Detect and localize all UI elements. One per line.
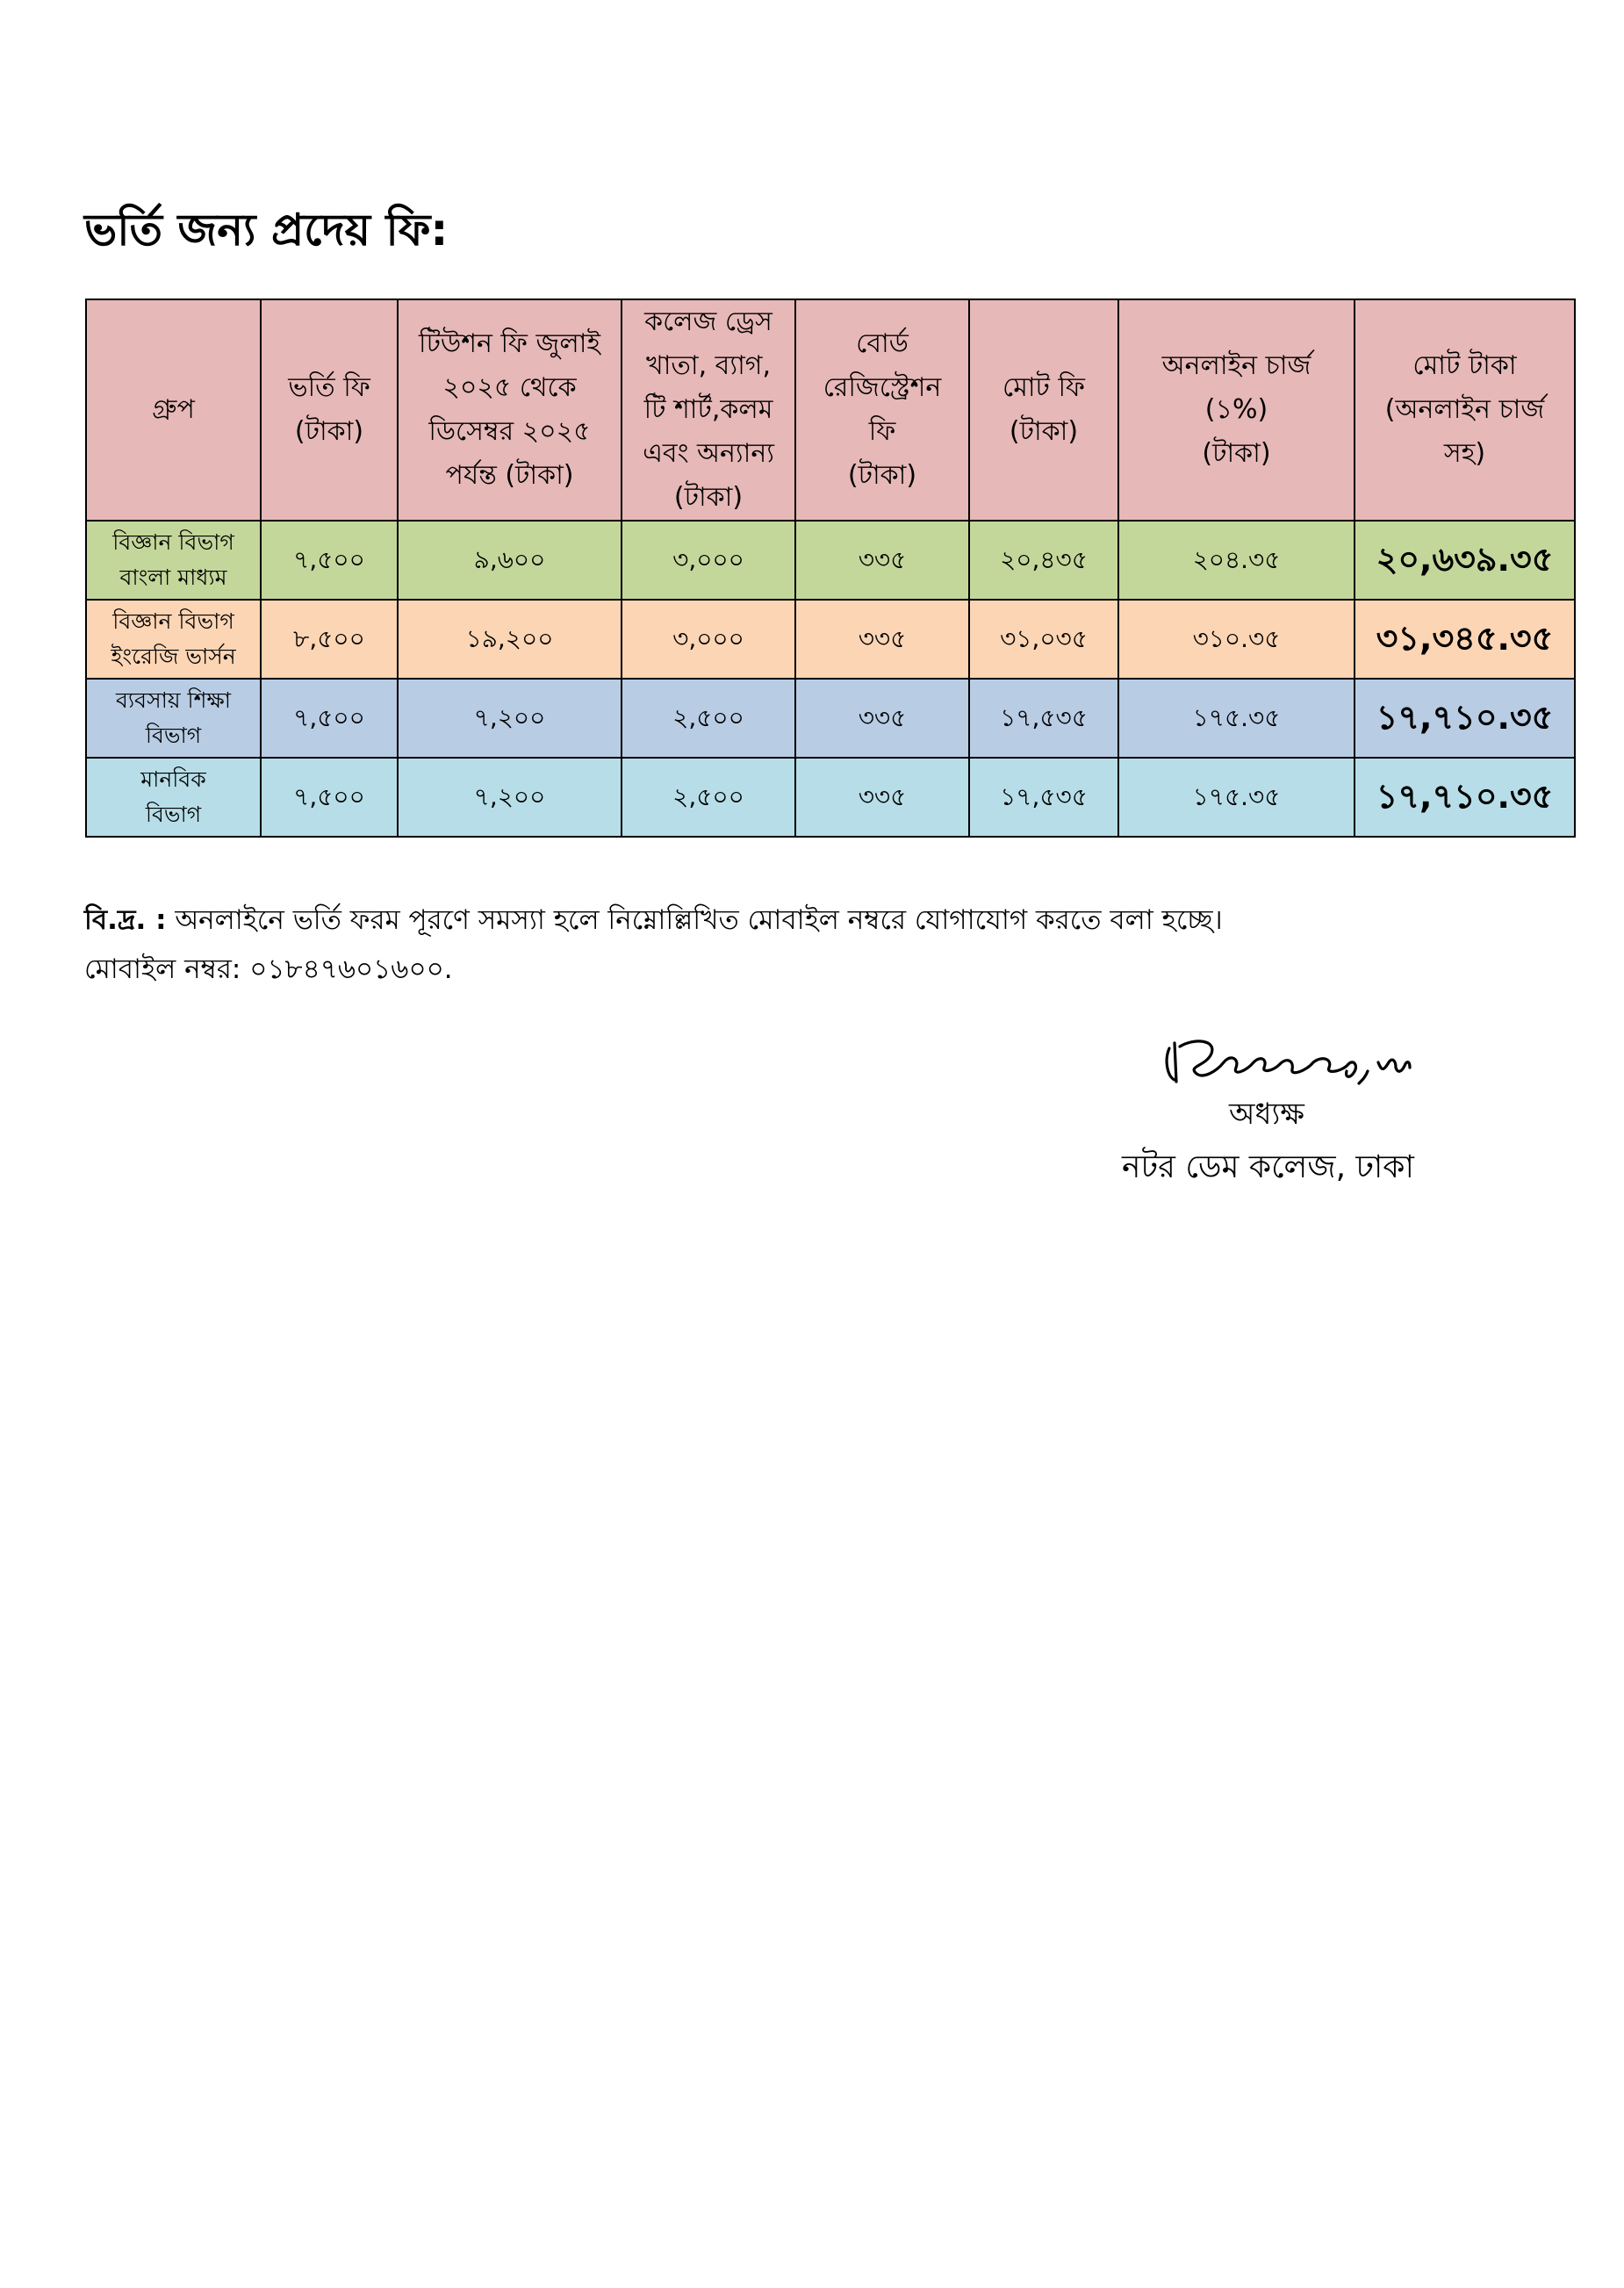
- cell-online-charge: ২০৪.৩৫: [1118, 521, 1355, 600]
- cell-grand-total: ১৭,৭১০.৩৫: [1355, 758, 1575, 837]
- signatory-title: অধ্যক্ষ: [1229, 1097, 1304, 1132]
- principal-signature: [1159, 1018, 1440, 1089]
- note-label: বি.দ্র. :: [84, 904, 167, 936]
- cell-admission-fee: ৭,৫০০: [261, 521, 398, 600]
- cell-total-fee: ৩১,০৩৫: [969, 600, 1118, 679]
- cell-total-fee: ১৭,৫৩৫: [969, 758, 1118, 837]
- cell-total-fee: ২০,৪৩৫: [969, 521, 1118, 600]
- signatory-organization: নটর ডেম কলেজ, ঢাকা: [1122, 1149, 1414, 1185]
- cell-admission-fee: ৭,৫০০: [261, 679, 398, 758]
- header-board-fee: বোর্ড রেজিস্ট্রেশন ফি (টাকা): [795, 299, 969, 521]
- cell-board-fee: ৩৩৫: [795, 600, 969, 679]
- table-row: [86, 521, 1575, 600]
- cell-admission-fee: ৮,৫০০: [261, 600, 398, 679]
- cell-dress-fee: ৩,০০০: [622, 521, 795, 600]
- cell-grand-total: ৩১,৩৪৫.৩৫: [1355, 600, 1575, 679]
- cell-tuition-fee: ৭,২০০: [398, 679, 622, 758]
- note-text: অনলাইনে ভর্তি ফরম পূরণে সমস্যা হলে নিম্নোল্লিখিত মোবাইল নম্বরে যোগাযোগ করতে বলা হচ্ছে।: [166, 904, 1223, 936]
- cell-group: বিজ্ঞান বিভাগ ইংরেজি ভার্সন: [86, 600, 261, 679]
- cell-group: বিজ্ঞান বিভাগ বাংলা মাধ্যম: [86, 521, 261, 600]
- cell-board-fee: ৩৩৫: [795, 679, 969, 758]
- note-block: [84, 896, 1223, 994]
- page-heading: ভর্তি জন্য প্রদেয় ফি:: [84, 205, 449, 255]
- cell-board-fee: ৩৩৫: [795, 758, 969, 837]
- header-tuition-fee: টিউশন ফি জুলাই ২০২৫ থেকে ডিসেম্বর ২০২৫ পর্যন্ত (টাকা): [398, 299, 622, 521]
- note-line: [84, 896, 1223, 945]
- cell-grand-total: ২০,৬৩৯.৩৫: [1355, 521, 1575, 600]
- header-grand-total: মোট টাকা (অনলাইন চার্জ সহ): [1355, 299, 1575, 521]
- header-online-charge: অনলাইন চার্জ (১%) (টাকা): [1118, 299, 1355, 521]
- cell-group: ব্যবসায় শিক্ষা বিভাগ: [86, 679, 261, 758]
- table-row: [86, 758, 1575, 837]
- cell-board-fee: ৩৩৫: [795, 521, 969, 600]
- header-total-fee: মোট ফি (টাকা): [969, 299, 1118, 521]
- header-admission-fee: ভর্তি ফি (টাকা): [261, 299, 398, 521]
- table-header-row: [86, 299, 1575, 521]
- cell-tuition-fee: ৯,৬০০: [398, 521, 622, 600]
- cell-tuition-fee: ১৯,২০০: [398, 600, 622, 679]
- cell-tuition-fee: ৭,২০০: [398, 758, 622, 837]
- cell-group: মানবিক বিভাগ: [86, 758, 261, 837]
- cell-dress-fee: ২,৫০০: [622, 758, 795, 837]
- fee-table: [85, 299, 1576, 838]
- table-row: [86, 600, 1575, 679]
- cell-online-charge: ১৭৫.৩৫: [1118, 758, 1355, 837]
- cell-dress-fee: ৩,০০০: [622, 600, 795, 679]
- table-row: [86, 679, 1575, 758]
- header-group: গ্রুপ: [86, 299, 261, 521]
- cell-grand-total: ১৭,৭১০.৩৫: [1355, 679, 1575, 758]
- cell-total-fee: ১৭,৫৩৫: [969, 679, 1118, 758]
- note-mobile: মোবাইল নম্বর: ০১৮৪৭৬০১৬০০.: [84, 953, 453, 985]
- cell-online-charge: ১৭৫.৩৫: [1118, 679, 1355, 758]
- cell-dress-fee: ২,৫০০: [622, 679, 795, 758]
- cell-admission-fee: ৭,৫০০: [261, 758, 398, 837]
- cell-online-charge: ৩১০.৩৫: [1118, 600, 1355, 679]
- header-dress-fee: কলেজ ড্রেস খাতা, ব্যাগ, টি শার্ট,কলম এবং অন্যান্য (টাকা): [622, 299, 795, 521]
